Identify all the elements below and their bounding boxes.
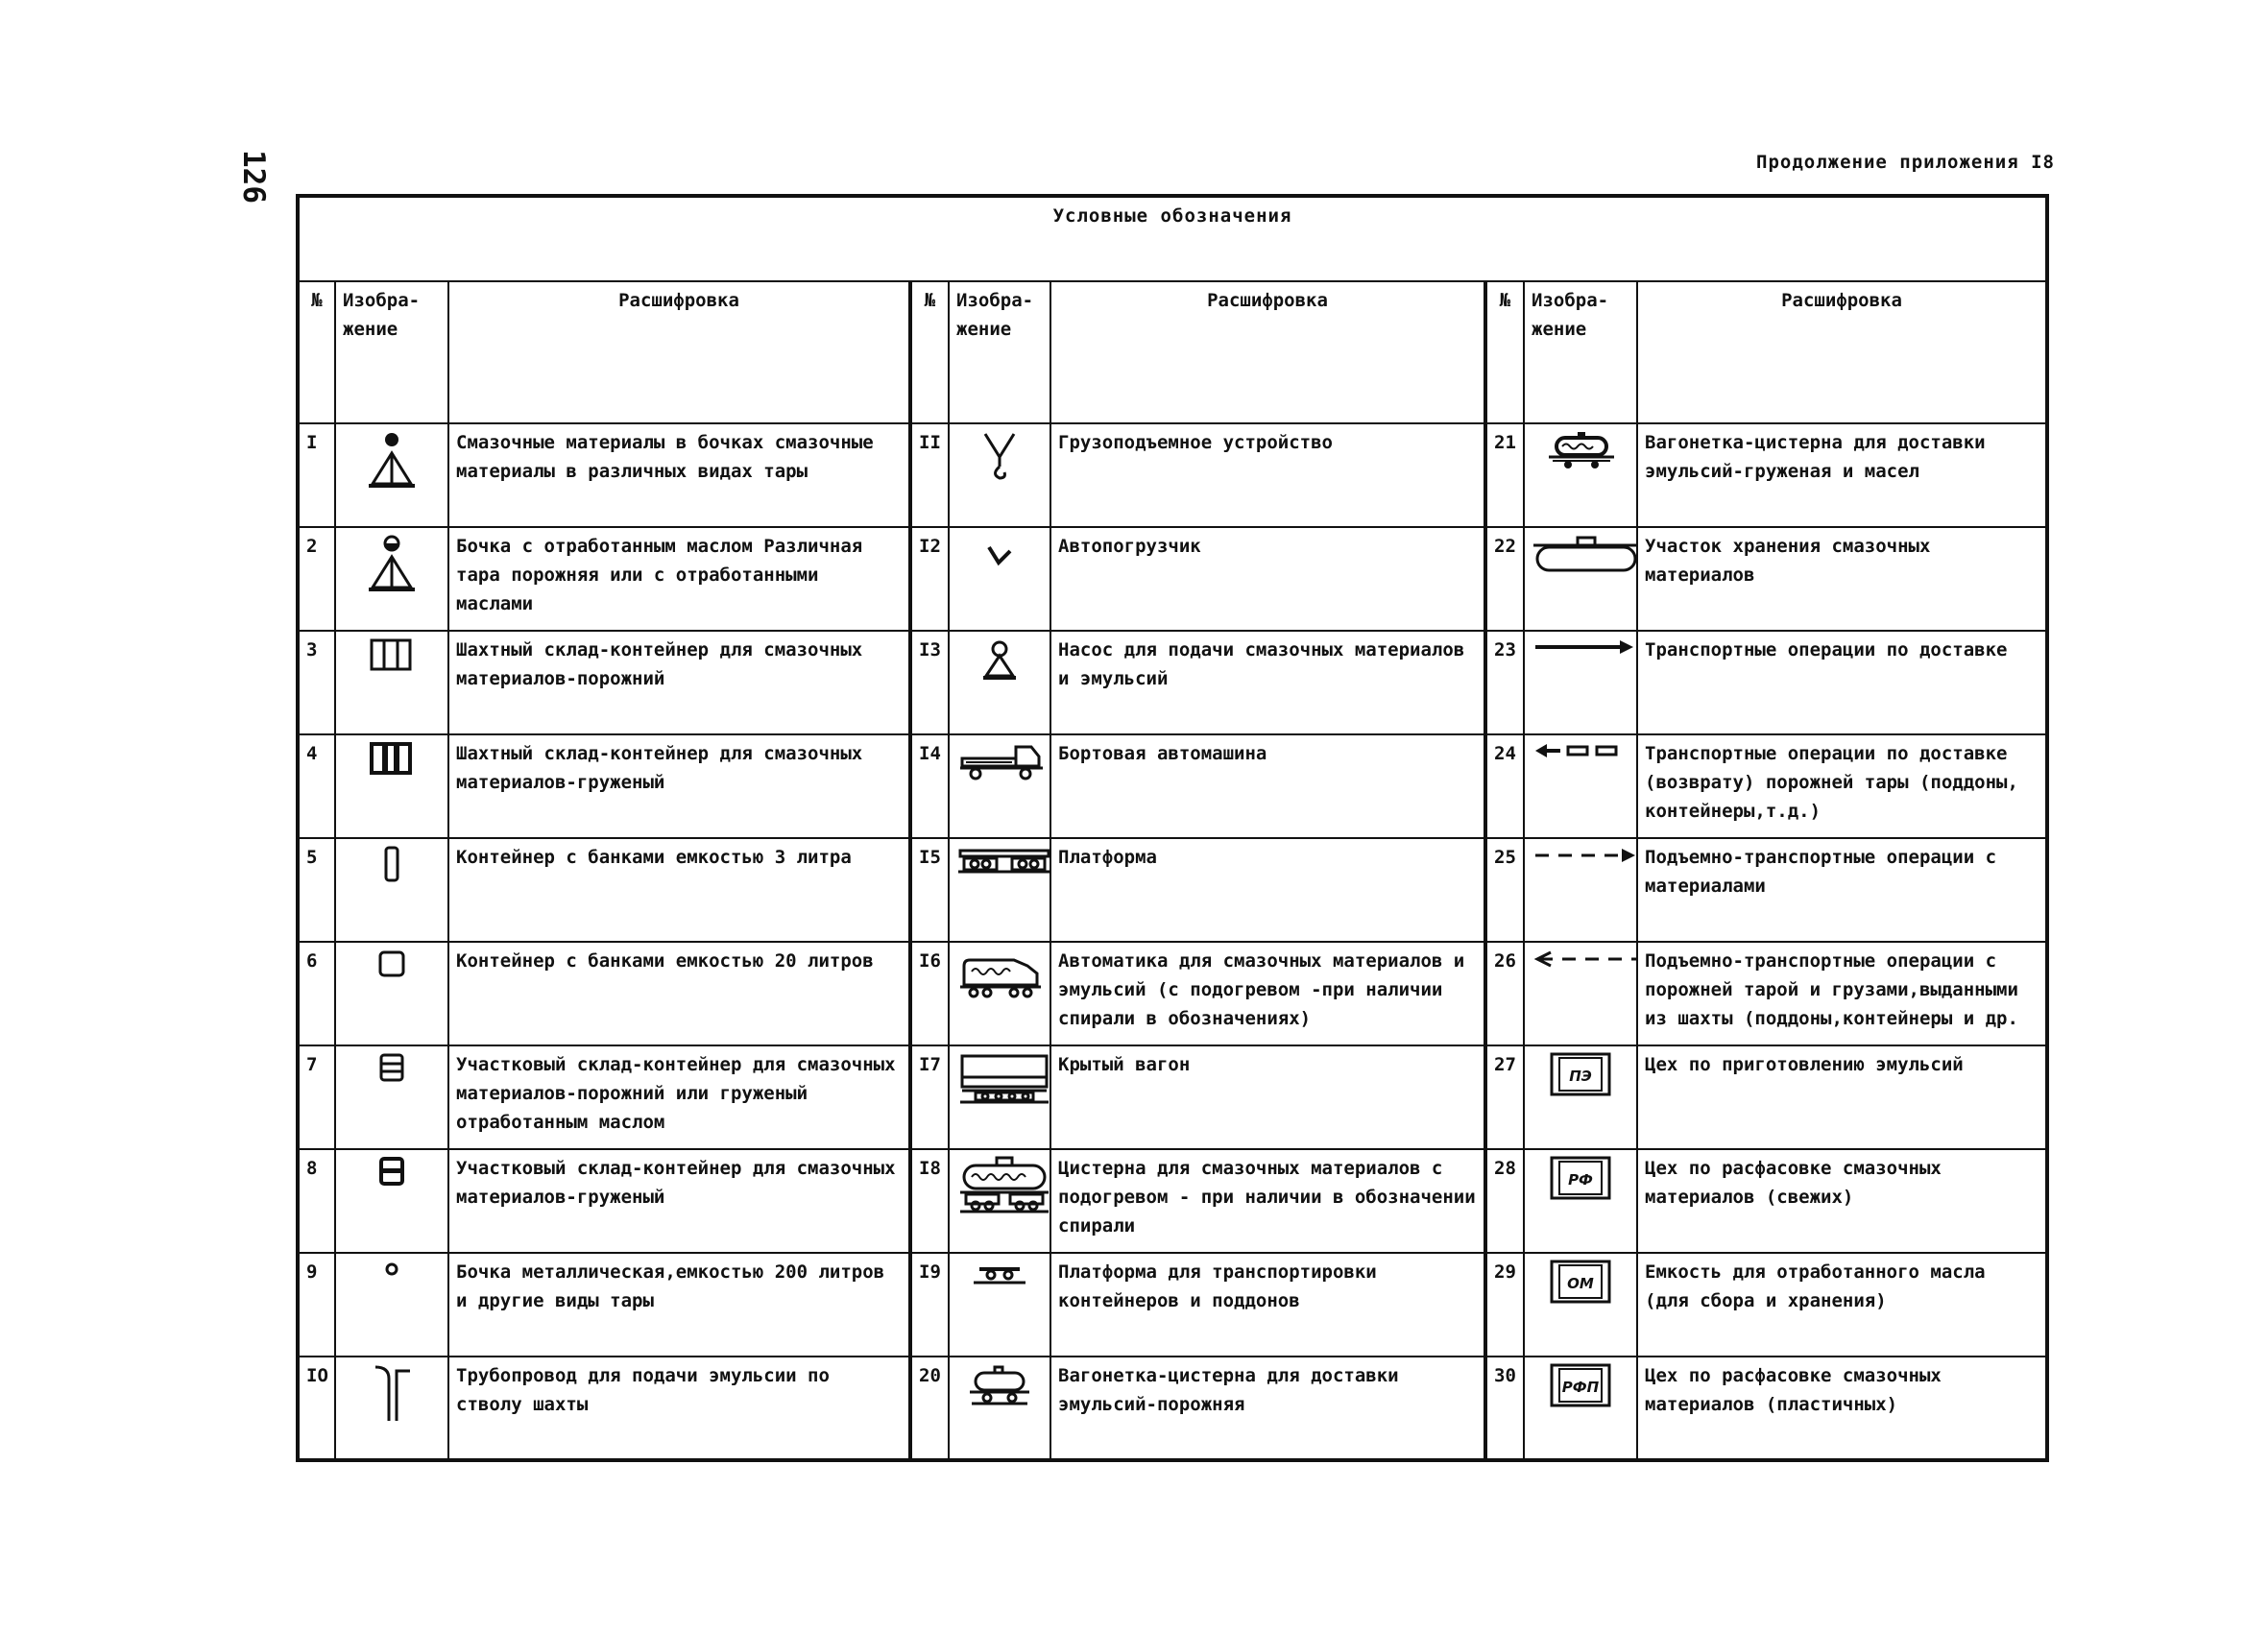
entry-image [335,631,448,734]
mine-tank-car-loaded-icon [1539,428,1622,476]
entry-number: II [910,423,949,527]
box-label-icon [1548,1258,1613,1306]
small-circle-icon [380,1258,403,1281]
entry-image [1524,1357,1637,1460]
entry-image [335,942,448,1045]
entry-image [1524,942,1637,1045]
section-container-loaded-icon [374,1154,409,1189]
covered-wagon-icon [956,1050,1050,1106]
empty-container-icon [368,636,416,674]
half-filled-barrel-icon [363,532,421,593]
entry-number: 23 [1485,631,1524,734]
entry-image [1524,631,1637,734]
entry-number: I9 [910,1253,949,1357]
table-row [298,1149,2047,1253]
entry-number: 7 [298,1045,335,1149]
entry-description: Вагонетка-цистерна для доставки эмульсий-порожняя [1050,1357,1485,1460]
entry-image [949,1045,1050,1149]
table-row [298,1357,2047,1460]
entry-image [949,942,1050,1045]
entry-description: Участковый склад-контейнер для смазочных материалов-порожний или груженый отработанным маслом [448,1045,910,1149]
svg-text:РФ: РФ [1568,1171,1593,1189]
header-image: Изобра-жение [949,281,1050,423]
entry-image [335,1149,448,1253]
table-row [298,423,2047,527]
entry-image [1524,838,1637,942]
header-description: Расшифровка [448,281,910,423]
box-label-icon [1548,1361,1613,1409]
header-row [298,281,2047,423]
table-row [298,838,2047,942]
entry-image [335,1357,448,1460]
entry-description: Транспортные операции по доставке (возврату) порожней тары (поддоны, контейнеры,т.д.) [1637,734,2047,838]
entry-number: I7 [910,1045,949,1149]
entry-image [335,527,448,631]
entry-description: Цех по расфасовке смазочных материалов (пластичных) [1637,1357,2047,1460]
entry-number: 8 [298,1149,335,1253]
entry-number: I4 [910,734,949,838]
entry-image [949,631,1050,734]
entry-image [1524,423,1637,527]
entry-description: Бочка с отработанным маслом Различная тара порожняя или с отработанными маслами [448,527,910,631]
entry-description: Автоматика для смазочных материалов и эмульсий (с подогревом -при наличии спирали в обозначениях) [1050,942,1485,1045]
entry-description: Бортовая автомашина [1050,734,1485,838]
tall-canister-icon [377,843,406,885]
forklift-icon [976,532,1024,574]
barrel-on-tare-icon [363,428,421,490]
header-description: Расшифровка [1050,281,1485,423]
pallet-platform-icon [966,1258,1033,1290]
entry-number: 21 [1485,423,1524,527]
entry-number: 2 [298,527,335,631]
entry-description: Транспортные операции по доставке [1637,631,2047,734]
header-num: № [298,281,335,423]
entry-image [1524,1045,1637,1149]
entry-image [335,734,448,838]
automatic-dispenser-icon [956,947,1045,1000]
pipeline-icon [368,1361,416,1425]
entry-description: Участок хранения смазочных материалов [1637,527,2047,631]
entry-description: Платформа для транспортировки контейнеров и поддонов [1050,1253,1485,1357]
entry-number: 27 [1485,1045,1524,1149]
box-label-icon [1548,1154,1613,1202]
dashed-arrow-left-icon [1532,739,1631,762]
entry-number: 5 [298,838,335,942]
header-image: Изобра-жение [1524,281,1637,423]
entry-image [335,1045,448,1149]
entry-description: Платформа [1050,838,1485,942]
entry-number: I6 [910,942,949,1045]
header-num: № [1485,281,1524,423]
entry-number: 24 [1485,734,1524,838]
entry-image [335,1253,448,1357]
storage-tank-icon [1532,532,1637,578]
entry-number: 29 [1485,1253,1524,1357]
rail-platform-icon [956,843,1050,876]
entry-description: Смазочные материалы в бочках смазочные материалы в различных видах тары [448,423,910,527]
entry-number: 6 [298,942,335,1045]
continuation-note: Продолжение приложения I8 [1756,152,2055,173]
table-row [298,942,2047,1045]
entry-image [949,527,1050,631]
entry-number: I2 [910,527,949,631]
table-row [298,527,2047,631]
svg-text:ПЭ: ПЭ [1569,1068,1592,1085]
tank-car-icon [956,1154,1050,1215]
entry-number: I [298,423,335,527]
entry-description: Емкость для отработанного масла (для сбора и хранения) [1637,1253,2047,1357]
entry-description: Грузоподъемное устройство [1050,423,1485,527]
long-dashed-arrow-left-icon [1532,947,1637,972]
entry-number: 3 [298,631,335,734]
entry-image [949,1357,1050,1460]
entry-description: Трубопровод для подачи эмульсии по стволу шахты [448,1357,910,1460]
entry-number: 25 [1485,838,1524,942]
page-number: 126 [236,150,271,204]
table-row [298,1253,2047,1357]
entry-number: IO [298,1357,335,1460]
table-row [298,734,2047,838]
long-dashed-arrow-right-icon [1532,843,1637,868]
entry-number: 9 [298,1253,335,1357]
entry-number: 4 [298,734,335,838]
entry-description: Крытый вагон [1050,1045,1485,1149]
header-num: № [910,281,949,423]
entry-image [949,1253,1050,1357]
loaded-container-icon [368,739,416,778]
table-row [298,631,2047,734]
entry-description: Участковый склад-контейнер для смазочных материалов-груженый [448,1149,910,1253]
entry-image [949,734,1050,838]
entry-number: I5 [910,838,949,942]
entry-image [335,838,448,942]
entry-description: Цех по расфасовке смазочных материалов (свежих) [1637,1149,2047,1253]
entry-description: Насос для подачи смазочных материалов и эмульсий [1050,631,1485,734]
pump-icon [976,636,1024,684]
solid-arrow-right-icon [1532,636,1637,659]
entry-image [1524,734,1637,838]
section-container-empty-icon [374,1050,409,1085]
entry-description: Контейнер с банками емкостью 3 литра [448,838,910,942]
mine-tank-car-empty-icon [964,1361,1035,1409]
entry-number: 22 [1485,527,1524,631]
entry-number: 30 [1485,1357,1524,1460]
entry-image [1524,1253,1637,1357]
square-canister-icon [374,947,409,981]
entry-description: Контейнер с банками емкостью 20 литров [448,942,910,1045]
entry-number: I8 [910,1149,949,1253]
entry-image [1524,527,1637,631]
crane-hook-icon [976,428,1024,482]
header-description: Расшифровка [1637,281,2047,423]
box-label-icon [1548,1050,1613,1098]
table-title: Условные обозначения [298,196,2047,281]
entry-description: Вагонетка-цистерна для доставки эмульсий-груженая и масел [1637,423,2047,527]
entry-number: 26 [1485,942,1524,1045]
entry-description: Подъемно-транспортные операции с материалами [1637,838,2047,942]
entry-image [949,423,1050,527]
entry-number: 28 [1485,1149,1524,1253]
svg-text:ОМ: ОМ [1567,1275,1594,1292]
entry-number: 20 [910,1357,949,1460]
entry-image [335,423,448,527]
svg-text:РФП: РФП [1561,1379,1600,1396]
header-image: Изобра-жение [335,281,448,423]
table-row [298,1045,2047,1149]
entry-description: Цистерна для смазочных материалов с подогревом - при наличии в обозначении спирали [1050,1149,1485,1253]
legend-table [296,194,2049,1462]
entry-image [949,1149,1050,1253]
entry-description: Цех по приготовлению эмульсий [1637,1045,2047,1149]
entry-description: Подъемно-транспортные операции с порожней тарой и грузами,выданными из шахты (поддоны,контейнеры и др. [1637,942,2047,1045]
entry-description: Шахтный склад-контейнер для смазочных материалов-груженый [448,734,910,838]
entry-description: Бочка металлическая,емкостью 200 литров и другие виды тары [448,1253,910,1357]
entry-number: I3 [910,631,949,734]
entry-description: Автопогрузчик [1050,527,1485,631]
entry-image [1524,1149,1637,1253]
entry-description: Шахтный склад-контейнер для смазочных материалов-порожний [448,631,910,734]
entry-image [949,838,1050,942]
flatbed-truck-icon [956,739,1049,783]
